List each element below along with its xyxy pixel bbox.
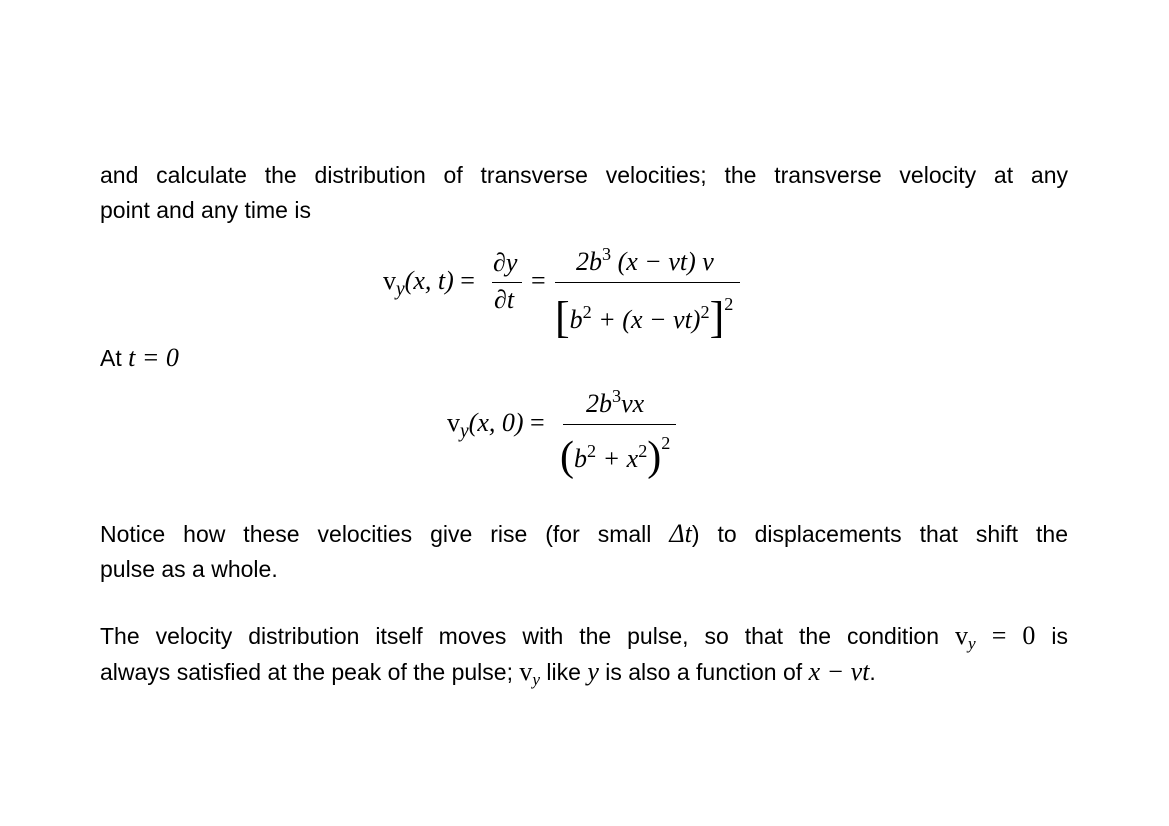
paragraph-line: and calculate the distribution of transverse velocities; the transverse velocity at any: [100, 162, 1068, 188]
eq1-partial-numerator: ∂y: [493, 248, 518, 277]
eq1-numerator: $2b^3$ (x − vt) v: [576, 244, 714, 276]
paragraph-velocity-distribution: [100, 618, 1068, 690]
document-page: [100, 0, 1068, 826]
paragraph-at-t-zero: [100, 340, 1068, 376]
eq2-fraction-bar: [563, 424, 676, 425]
paragraph-line: At t = 0: [100, 343, 179, 372]
eq2-numerator: $2b^3vx$: [586, 386, 645, 418]
paragraph-line: point and any time is: [100, 197, 311, 223]
eq1-partial-denominator: ∂t: [494, 285, 515, 314]
eq2-denominator: $(b^2 + x^2)^2$: [560, 432, 671, 480]
paragraph-line: always satisfied at the peak of the pulse; $v_y$ like y is also a function of x − vt.: [100, 657, 876, 690]
eq1-partial-fraction-bar: [492, 282, 522, 283]
paragraph-intro: [100, 158, 1068, 228]
paragraph-line: Notice how these velocities give rise (for small Δt) to displacements that shift the: [100, 519, 1068, 548]
eq1-fraction-bar: [555, 282, 740, 283]
eq1-denominator: $[b^2 + (x - vt)^2]^2$: [555, 293, 734, 342]
paragraph-notice: [100, 516, 1068, 587]
paragraph-line: pulse as a whole.: [100, 556, 278, 582]
eq2-lhs: $v_y(x$, 0) =: [447, 408, 545, 442]
eq1-lhs: $v_y(x$, t) =: [383, 266, 475, 300]
paragraph-line: The velocity distribution itself moves with the pulse, so that the condition $v_y = 0$ is: [100, 621, 1068, 654]
eq1-equals: =: [531, 266, 546, 295]
